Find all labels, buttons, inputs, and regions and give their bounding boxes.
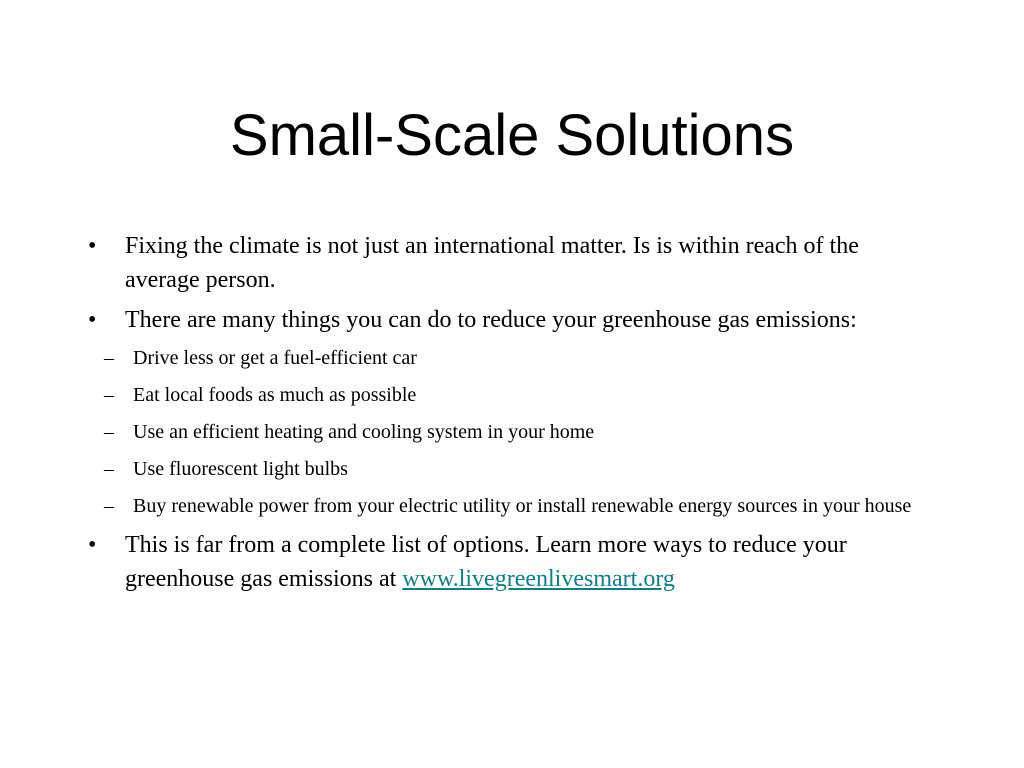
bullet-list xyxy=(88,229,938,602)
dash-marker: – xyxy=(104,384,114,406)
dash-marker: – xyxy=(104,347,114,369)
bullet-marker: • xyxy=(88,532,97,558)
slide-title: Small-Scale Solutions xyxy=(229,103,795,168)
bullet-item-1 xyxy=(88,229,938,297)
bullet-text: This is far from a complete list of options. Learn more ways to reduce your greenhouse gas emissions at xyxy=(125,532,847,592)
sub-item-text: Eat local foods as much as possible xyxy=(133,384,417,406)
bullet-item-3 xyxy=(88,528,938,596)
sub-item-5 xyxy=(88,491,938,521)
sub-item-text: Drive less or get a fuel-efficient car xyxy=(133,347,417,369)
sub-item-text: Buy renewable power from your electric utility or install renewable energy sources in your house xyxy=(133,495,912,517)
sub-item-3 xyxy=(88,417,938,447)
sub-item-1 xyxy=(88,343,938,373)
sub-item-2 xyxy=(88,380,938,410)
bullet-text: There are many things you can do to reduce your greenhouse gas emissions: xyxy=(125,307,857,333)
dash-marker: – xyxy=(104,421,114,443)
sub-item-text: Use an efficient heating and cooling system in your home xyxy=(133,421,595,443)
sub-bullet-list xyxy=(88,343,938,521)
dash-marker: – xyxy=(104,495,114,517)
dash-marker: – xyxy=(104,458,114,480)
sub-list-container xyxy=(88,343,938,521)
sub-item-4 xyxy=(88,454,938,484)
bullet-text: Fixing the climate is not just an international matter. Is is within reach of the average person. xyxy=(125,233,859,293)
bullet-marker: • xyxy=(88,233,97,259)
sub-item-text: Use fluorescent light bulbs xyxy=(133,458,348,480)
bullet-item-2 xyxy=(88,303,938,337)
livegreen-link[interactable]: www.livegreenlivesmart.org xyxy=(402,566,675,592)
bullet-marker: • xyxy=(88,307,97,333)
